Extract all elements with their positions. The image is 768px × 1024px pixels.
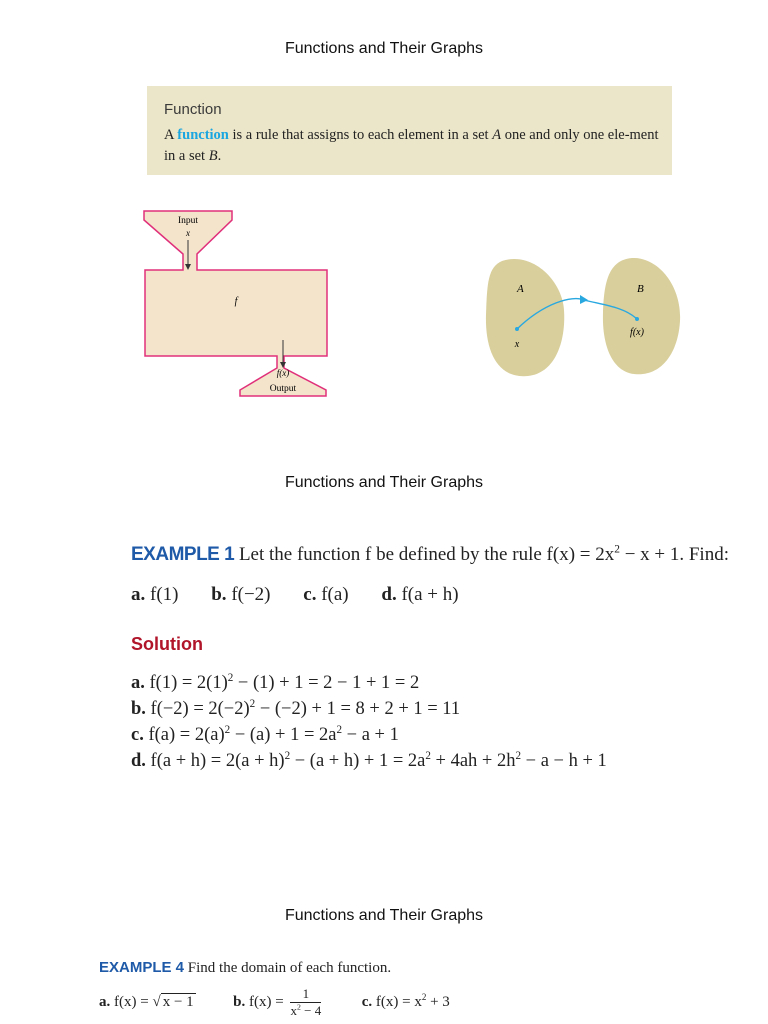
- example1-statement: EXAMPLE 1 Let the function f be defined by the rule $f(x) = 2x^2 - x + 1$. Find:: [131, 543, 729, 565]
- definition-box: [147, 86, 672, 175]
- solution-line-b: b. $f(-2) = 2(-2)^2 - (-2) + 1 = 8 + 2 + 1 = 11$: [131, 697, 461, 719]
- example4-label: EXAMPLE 4: [99, 959, 185, 976]
- slide-title: Functions and Their Graphs: [284, 40, 484, 57]
- element-label: x: [514, 339, 520, 350]
- definition-keyword: function: [177, 127, 229, 143]
- example1-parts: a. f(1) b. f(−2) c. f(a) d. f(a + h): [131, 584, 459, 605]
- definition-text: A function is a rule that assigns to each element in a set A one and only one ele-ment in a set B.: [164, 127, 659, 164]
- set-a-blob: [486, 259, 564, 376]
- input-var: x: [186, 228, 190, 238]
- image-label: f(x): [630, 327, 644, 338]
- output-label: Output: [269, 384, 297, 394]
- input-label: Input: [177, 216, 199, 226]
- mapping-diagram: [484, 255, 684, 380]
- example4-parts: a. f(x) = √ x − 1 b. f(x) = $\frac{1}{x^2 - 4}$ c. $f(x) = x^2 + 3$: [99, 986, 450, 1018]
- slide-title: Functions and Their Graphs: [284, 907, 484, 924]
- set-b-blob: [603, 258, 680, 374]
- solution-line-c: c. $f(a) = 2(a)^2 - (a) + 1 = 2a^2 - a + 1$: [131, 723, 399, 745]
- definition-heading: Function: [164, 101, 222, 118]
- example4-statement: EXAMPLE 4 Find the domain of each function.: [99, 959, 392, 976]
- set-b-label: B: [637, 283, 644, 295]
- example1-label: EXAMPLE 1: [131, 544, 235, 565]
- solution-line-a: a. $f(1) = 2(1)^2 - (1) + 1 = 2 - 1 + 1 = 2$: [131, 671, 420, 693]
- func-label: f: [234, 296, 238, 307]
- function-machine-diagram: [140, 208, 335, 400]
- solution-line-d: d. $f(a + h) = 2(a + h)^2 - (a + h) + 1 = 2a^2 + 4ah + 2h^2 - a - h + 1$: [131, 749, 607, 771]
- output-value: f(x): [276, 368, 290, 378]
- slide-title: Functions and Their Graphs: [284, 474, 484, 491]
- solution-heading: Solution: [131, 634, 203, 654]
- set-a-label: A: [517, 283, 524, 295]
